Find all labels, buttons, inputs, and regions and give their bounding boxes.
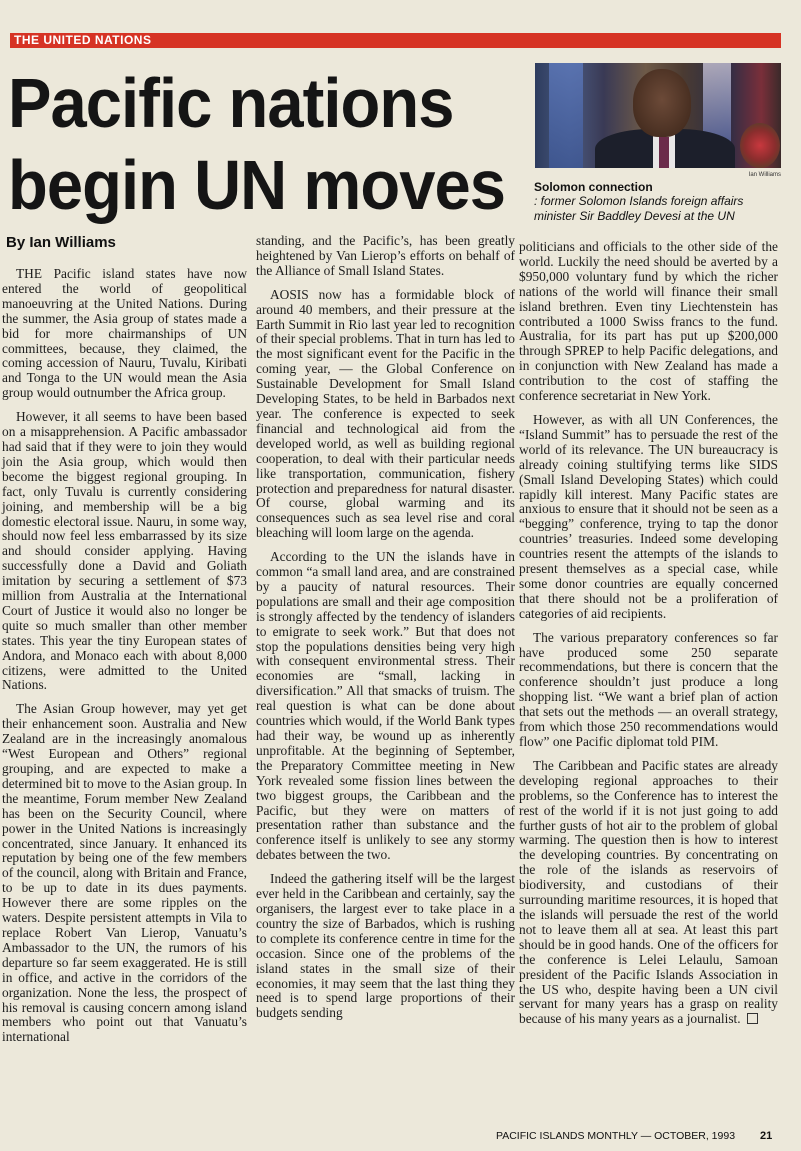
paragraph: THE Pacific island states have now entered the world of geopolitical manoeuvring at the United Nations. During the summer, the Asia group of states made a bid for more chairmanships of UN committees, because, they claimed, the coming accession of Nauru, Tuvalu, Kiribati and Tonga to the UN would mean the Asia group would outnumber the Africa group.	[2, 266, 247, 401]
un-flag-left	[549, 63, 583, 168]
paragraph: politicians and officials to the other side of the world. Luckily the need should be averted by a $950,000 voluntary fund by which the richer nations of the world will finance their small island brethren. Even tiny Liechtenstein has contributed a 1000 Swiss francs to the fund. Australia, for its part has put up $200,000 through SPREP to help Pacific delegations, and in conjunction with New Zealand has made a contribution to the cost of staffing the conference secretariat in New York.	[519, 239, 778, 404]
page-footer	[496, 1130, 772, 1142]
article-column-2	[256, 234, 515, 1021]
paragraph: According to the UN the islands have in common “a small land area, and are constrained by a paucity of natural resources. Their populations are small and their age composition is strongly affected by the tendency of islanders to emigrate to seek work.” But that does not stop the populations densities being very high with consequent environmental stress. Their economies are “small, lacking in diversification.” All that smacks of truism. The real question is what can be done about countries which would, if the World Bank types had their way, be wound up as inherently unprofitable. At the beginning of September, the Preparatory Committee meeting in New York revealed some fission lines between the two biggest groups, the Caribbean and the Pacific, but they were on matters of presentation rather than substance and the conference itself is unlikely to see any stormy debates between the two.	[256, 549, 515, 863]
photo-figure-tie	[659, 137, 669, 168]
caption-text: : former Solomon Islands foreign affairs minister Sir Baddley Devesi at the UN	[534, 194, 744, 223]
page-number: 21	[759, 1130, 773, 1142]
paragraph: standing, and the Pacific’s, has been greatly heightened by Van Lierop’s efforts on behalf of the Alliance of Small Island States.	[256, 233, 515, 278]
photo-devesi	[535, 63, 781, 168]
paragraph-final-text: The Caribbean and Pacific states are already developing regional approaches to their problems, so the Conference has to interest the rest of the world if it is not just going to add further gusts of hot air to the problem of global warming. The question then is how to interest the developing countries. By concentrating on the role of the islands as reservoirs of biodiversity, and custodians of their surrounding maritime resources, it is hoped that the islands will persuade the rest of the world not to leave them all at sea. At least this part should be in good hands. One of the officers for the conference is Lelei Lelaulu, Samoan president of the Pacific Islands Association in the US who, despite having been a UN civil servant for many years has a grasp on reality because of his many years as a journalist.	[519, 757, 778, 1027]
photo-flowers	[740, 123, 780, 168]
paragraph: The various preparatory conferences so far have produced some 250 separate recommendations, but there is concern that the conference shouldn’t just produce a long shopping list. “We want a brief plan of action that sets out the methods — an overall strategy, from which those 250 recommendations would flow” one Pacific diplomat told PIM.	[519, 629, 778, 749]
paragraph: However, it all seems to have been based on a misapprehension. A Pacific ambassador had said that if they were to join they would join the Asia group, which would then become the biggest regional grouping. In fact, only Tuvalu is currently considering joining, and membership will be a big domestic electoral issue. Nauru, in some way, should now feel less embarrassed by its size and should consider applying. Having successfully done a David and Goliath imitation by securing a settlement of $73 million from Australia at the International Court of Justice it would also no longer be quite so much smaller than other member states. This year the tiny European states of Andora, and Monaco each with about 8,000 citizens, were admitted to the United Nations.	[2, 409, 247, 693]
headline	[8, 62, 506, 226]
paragraph: Indeed the gathering itself will be the largest ever held in the Caribbean and certainly, say the organisers, the largest ever to take place in a country the size of Barbados, which is rushing to complete its conference centre in time for the occasion. Since one of the problems of the island states in the small size of their economies, it may seem that the last thing they need is to spend large proportions of their budgets sending	[256, 871, 515, 1021]
article-column-3	[519, 240, 778, 1027]
byline: By Ian Williams	[6, 234, 116, 251]
section-label: THE UNITED NATIONS	[14, 33, 152, 47]
photo-credit: Ian Williams	[748, 172, 781, 178]
article-column-1	[2, 267, 247, 1045]
publication-name: PACIFIC ISLANDS MONTHLY — OCTOBER, 1993	[496, 1130, 736, 1142]
caption-title: Solomon connection	[534, 180, 653, 194]
headline-line-1: Pacific nations	[8, 64, 454, 142]
paragraph-final	[519, 759, 778, 1027]
headline-line-2: begin UN moves	[8, 146, 506, 224]
paragraph: However, as with all UN Conferences, the “Island Summit” has to persuade the rest of the world of its relevance. The UN bureaucracy is already coining stultifying terms like SIDS (Small Island Developing States) which could rapidly kill interest. Many Pacific states are anxious to ensure that it should not be seen as a “begging” conference, trying to tap the donor countries’ treasuries. Indeed some developing countries resent the attempts of the islands to present themselves as a special case, while some donor countries are equally concerned that there should not be a proliferation of categories of aid recipients.	[519, 411, 778, 621]
paragraph: The Asian Group however, may yet get their enhancement soon. Australia and New Zealand are in the increasingly anomalous “West European and Others” regional grouping, and are expected to make a determined bit to move to the Asian group. In the meantime, Forum member New Zealand has been on the Security Council, where power in the United Nations is increasingly concentrated, since January. It enhanced its reputation by being one of the few members of the council, along with Britain and France, to be up to date in its dues payments. However there are some ripples on the waters. Despite persistent attempts in Vila to replace Robert Van Lierop, Vanuatu’s Ambassador to the UN, the rumors of his departure so far seem exaggerated. He is still in office, and active in the corridors of the organization. None the less, the prospect of his removal is causing concern among island members who point out that Vanuatu’s international	[2, 701, 247, 1045]
section-bar	[10, 33, 781, 48]
end-mark-icon	[747, 1013, 758, 1024]
photo-figure-head	[633, 69, 691, 137]
paragraph: AOSIS now has a formidable block of around 40 members, and their pressure at the Earth Summit in Rio last year led to recognition of their special problems. That in turn has led to the most significant event for the Pacific in the coming year, — the Global Conference on Sustainable Development for Small Island Developing States, to be held in Barbados next year. The conference is expected to seek financial and technological aid from the developed world, as well as building regional cooperation, to deal with their particular needs like transportation, communication, fishery protection and preparedness for natural disaster. Of course, global warming and its consequences such as sea level rise and coral bleaching will loom large on the agenda.	[256, 286, 515, 541]
